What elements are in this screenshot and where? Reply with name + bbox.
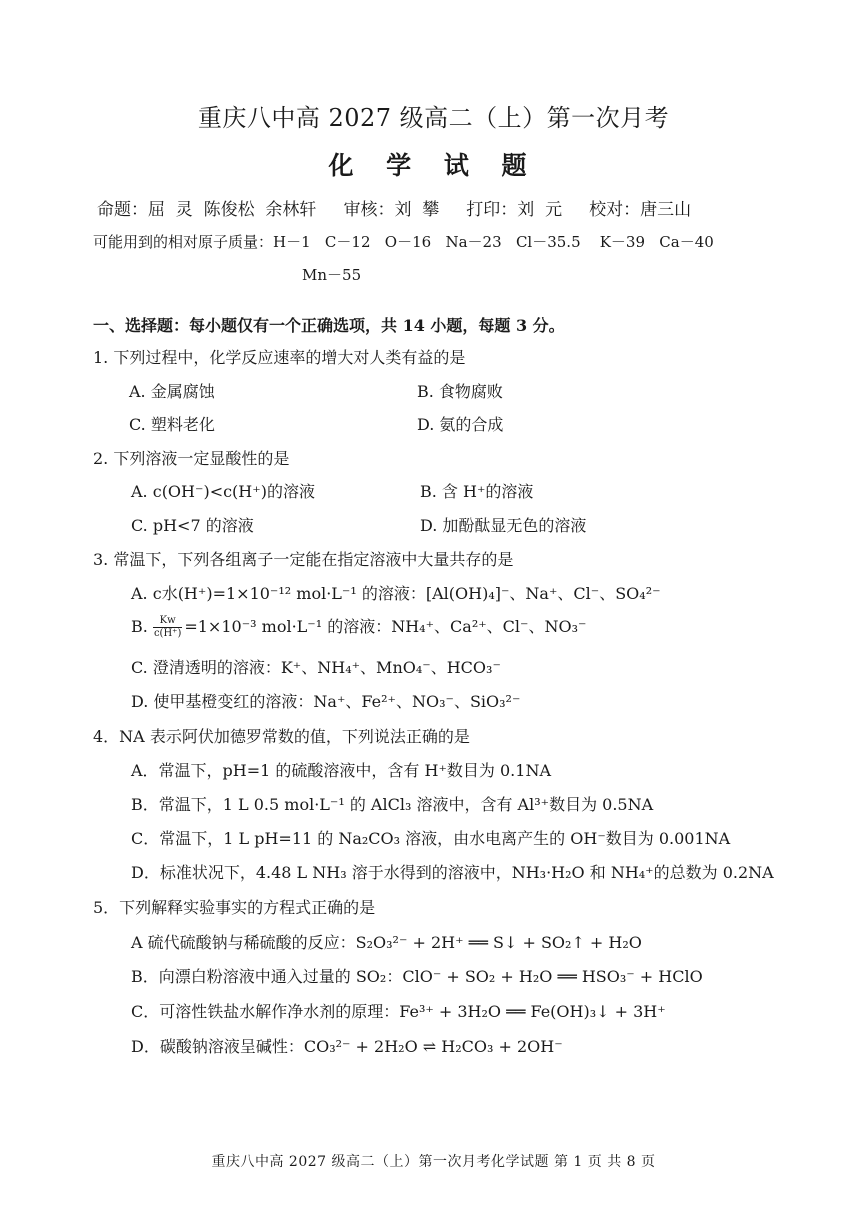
question-3-option-d: D. 使甲基橙变红的溶液：Na⁺、Fe²⁺、NO₃⁻、SiO₃²⁻ [131,692,521,711]
question-2-stem: 2. 下列溶液一定显酸性的是 [93,449,290,468]
kw-fraction-numerator: Kw [153,615,182,628]
kw-fraction-denominator: c(H⁺) [153,628,182,639]
atomic-masses: 可能用到的相对原子质量：H－1 C－12 O－16 Na－23 Cl－35.5 K－39 Ca－40 [93,233,714,251]
question-5-option-d: D．碳酸钠溶液呈碱性：CO₃²⁻ + 2H₂O ⇌ H₂CO₃ + 2OH⁻ [131,1037,563,1056]
question-2-option-c: C. pH<7 的溶液 [131,516,254,535]
question-2-option-a: A. c(OH⁻)<c(H⁺)的溶液 [131,482,315,501]
question-4-option-c: C．常温下，1 L pH=11 的 Na₂CO₃ 溶液，由水电离产生的 OH⁻数目为 0.001NA [131,829,731,848]
question-5-option-b: B．向漂白粉溶液中通入过量的 SO₂：ClO⁻ + SO₂ + H₂O ══ HSO₃⁻ + HClO [131,967,703,986]
question-3-option-b-text: =1×10⁻³ mol·L⁻¹ 的溶液：NH₄⁺、Ca²⁺、Cl⁻、NO₃⁻ [184,617,587,636]
question-3-option-c: C. 澄清透明的溶液：K⁺、NH₄⁺、MnO₄⁻、HCO₃⁻ [131,658,501,677]
question-1-option-a: A. 金属腐蚀 [129,382,215,401]
kw-fraction [153,615,182,640]
question-1-stem: 1. 下列过程中，化学反应速率的增大对人类有益的是 [93,348,466,367]
question-5-stem: 5．下列解释实验事实的方程式正确的是 [93,898,376,917]
question-3-option-b [131,614,586,640]
question-3-option-b-label: B. [131,617,148,636]
question-1-option-d: D. 氨的合成 [417,415,504,434]
question-2-option-b: B. 含 H⁺的溶液 [420,482,534,501]
atomic-masses-continued: Mn－55 [302,266,362,284]
question-5-option-a: A 硫代硫酸钠与稀硫酸的反应：S₂O₃²⁻ + 2H⁺ ══ S↓ + SO₂↑ + H₂O [131,933,642,952]
staff-credits: 命题：屈 灵 陈俊松 余林轩 审核：刘 攀 打印：刘 元 校对：唐三山 [97,200,692,220]
question-4-option-d: D．标准状况下，4.48 L NH₃ 溶于水得到的溶液中，NH₃·H₂O 和 NH₄⁺的总数为 0.2NA [131,863,774,882]
question-2-option-d: D. 加酚酞显无色的溶液 [420,516,587,535]
exam-title: 重庆八中高 2027 级高二（上）第一次月考 [197,104,670,132]
question-4-stem: 4．NA 表示阿伏加德罗常数的值，下列说法正确的是 [93,727,470,746]
exam-subtitle: 化 学 试 题 [328,151,539,180]
question-4-option-b: B．常温下，1 L 0.5 mol·L⁻¹ 的 AlCl₃ 溶液中，含有 Al³⁺数目为 0.5NA [131,795,654,814]
question-1-option-c: C. 塑料老化 [129,415,215,434]
question-3-option-a: A. c水(H⁺)=1×10⁻¹² mol·L⁻¹ 的溶液：[Al(OH)₄]⁻、Na⁺、Cl⁻、SO₄²⁻ [131,584,661,603]
question-1-option-b: B. 食物腐败 [417,382,503,401]
question-4-option-a: A．常温下，pH=1 的硫酸溶液中，含有 H⁺数目为 0.1NA [131,761,551,780]
page-footer: 重庆八中高 2027 级高二（上）第一次月考化学试题 第 1 页 共 8 页 [211,1154,656,1170]
question-5-option-c: C．可溶性铁盐水解作净水剂的原理：Fe³⁺ + 3H₂O ══ Fe(OH)₃↓ + 3H⁺ [131,1002,666,1021]
question-3-stem: 3. 常温下，下列各组离子一定能在指定溶液中大量共存的是 [93,550,514,569]
section-heading: 一、选择题：每小题仅有一个正确选项，共 14 小题，每题 3 分。 [93,316,565,335]
